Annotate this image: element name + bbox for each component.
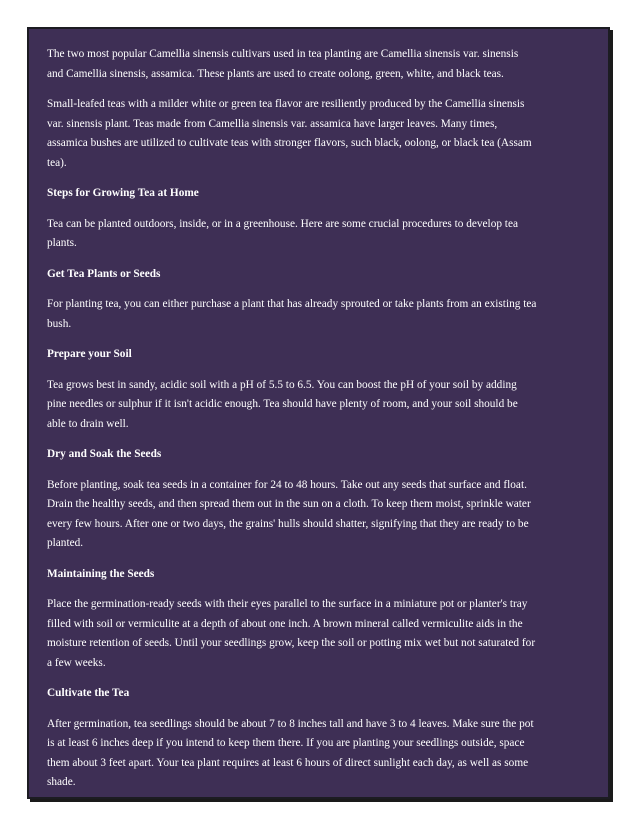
dry-soak-paragraph: Before planting, soak tea seeds in a container for 24 to 48 hours. Take out any seeds that surface and float. Drain the healthy seeds, and then spread them out in the sun on a cloth. To keep them moist, sprinkle water every few hours. After one or two days, the grains' hulls should shatter, signifying that they are ready to be planted. xyxy=(47,478,531,549)
steps-paragraph: Tea can be planted outdoors, inside, or in a greenhouse. Here are some crucial procedures to develop tea plants. xyxy=(47,217,518,249)
intro-paragraph: The two most popular Camellia sinensis cultivars used in tea planting are Camellia sinensis var. sinensis and Camellia sinensis, assamica. These plants are used to create oolong, green, white, and black teas. xyxy=(47,48,519,80)
cultivar-paragraph: Small-leafed teas with a milder white or green tea flavor are resiliently produced by the Camellia sinensis var. sinensis plant. Teas made from Camellia sinensis var. assamica have larger leaves. Many times, assamica bushes are utilized to cultivate teas with stronger flavors, such black, oolong, or black tea (Assam tea). xyxy=(47,98,532,169)
cultivate-paragraph: After germination, tea seedlings should be about 7 to 8 inches tall and have 3 to 4 leaves. Make sure the pot is at least 6 inches deep if you intend to keep them there. If you are planting your seedlings outside, space them about 3 feet apart. Your tea plant requires at least 6 hours of direct sunlight each day, as well as some shade. xyxy=(47,717,534,788)
document-body xyxy=(47,45,537,804)
section-heading-prepare-soil: Prepare your Soil xyxy=(47,348,132,360)
section-heading-cultivate: Cultivate the Tea xyxy=(47,687,130,699)
prepare-soil-paragraph: Tea grows best in sandy, acidic soil with a pH of 5.5 to 6.5. You can boost the pH of your soil by adding pine needles or sulphur if it isn't acidic enough. Tea should have plenty of room, and your soil should be able to drain well. xyxy=(47,378,518,430)
section-heading-get-plants: Get Tea Plants or Seeds xyxy=(47,267,161,280)
section-heading-dry-soak: Dry and Soak the Seeds xyxy=(47,448,162,460)
maintaining-paragraph: Place the germination-ready seeds with their eyes parallel to the surface in a miniature pot or planter's tray filled with soil or vermiculite at a depth of about one inch. A brown mineral called vermiculite aids in the moisture retention of seeds. Until your seedlings grow, keep the soil or potting mix wet but not saturated for a few weeks. xyxy=(47,598,536,669)
get-plants-paragraph: For planting tea, you can either purchase a plant that has already sprouted or take plants from an existing tea bush. xyxy=(47,298,537,330)
section-heading-maintaining: Maintaining the Seeds xyxy=(47,567,155,580)
section-heading-steps: Steps for Growing Tea at Home xyxy=(47,187,199,199)
